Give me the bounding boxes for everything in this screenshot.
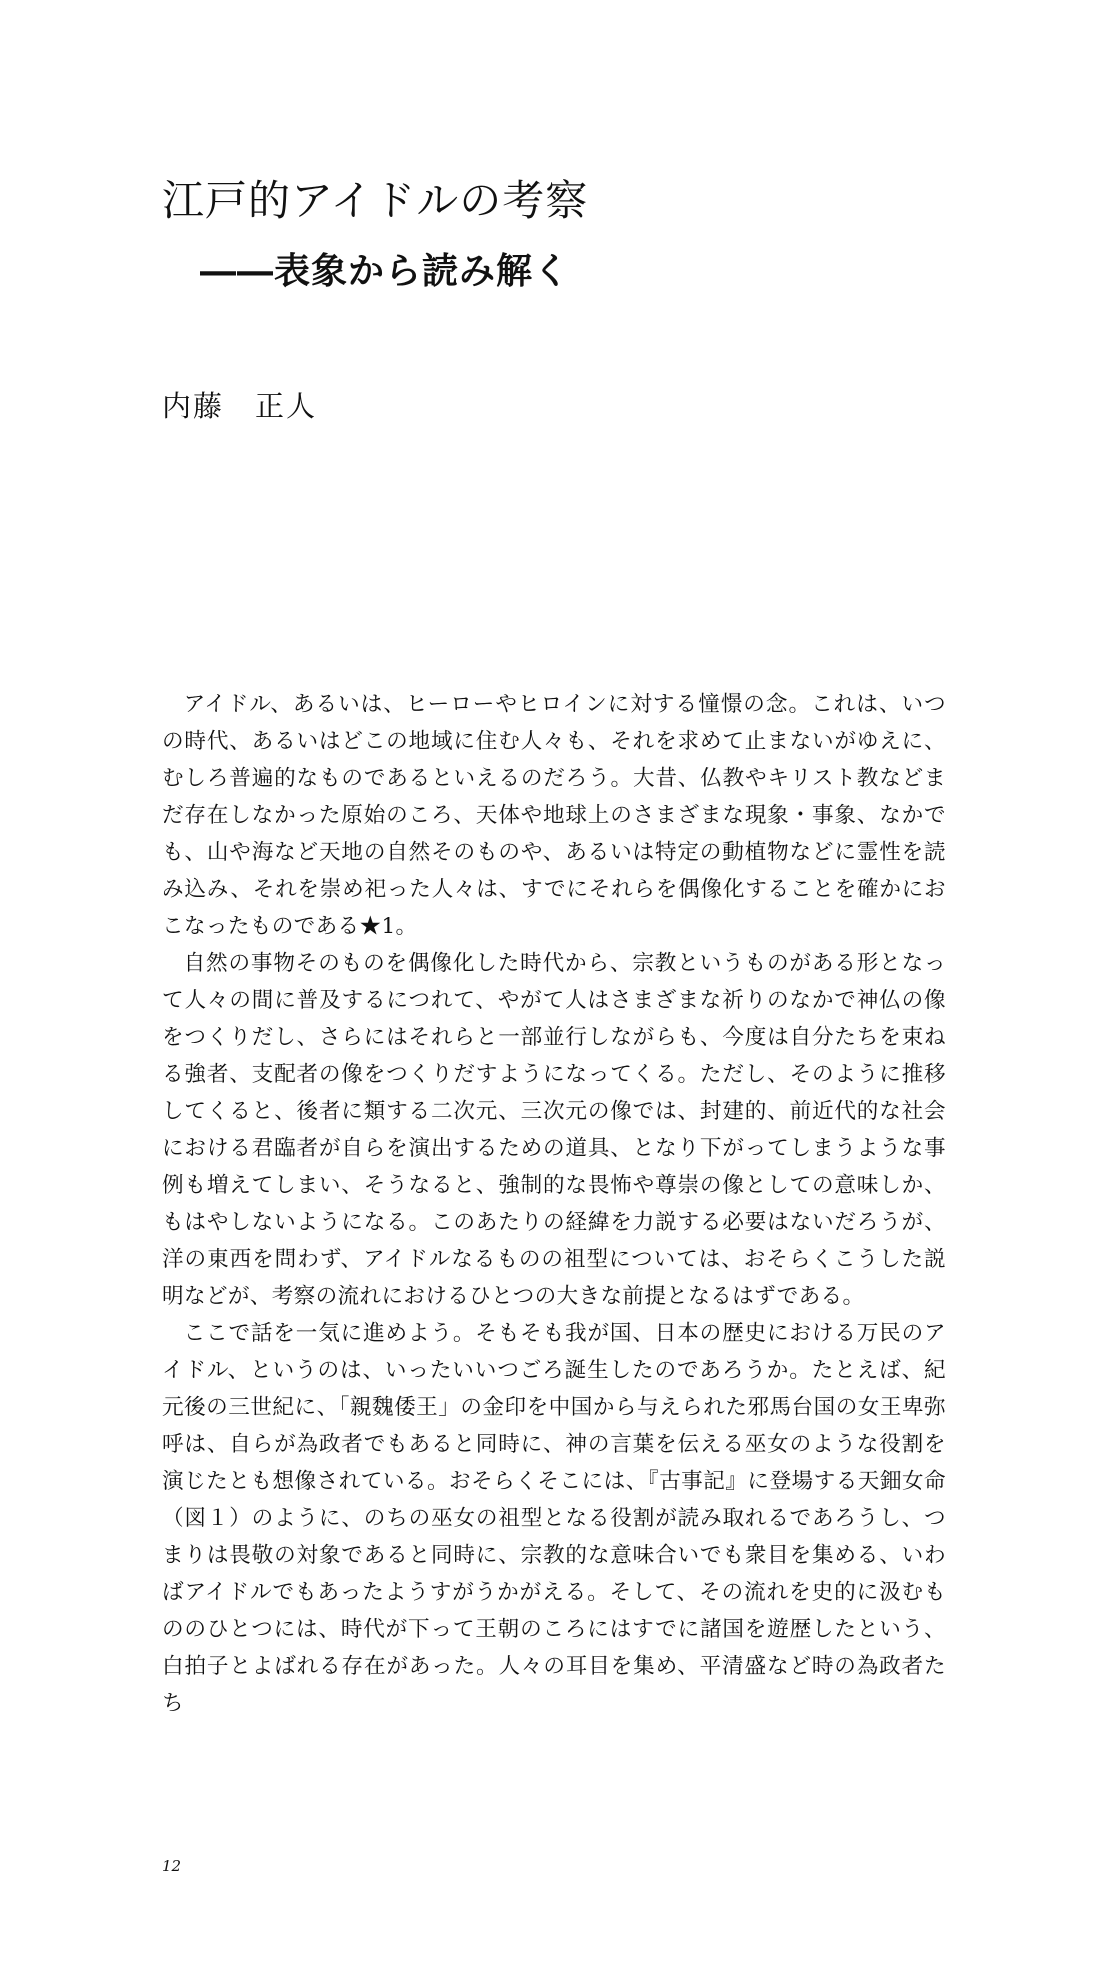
body-text [162,686,946,1722]
article-title: 江戸的アイドルの考察 [162,176,589,225]
page-number: 12 [162,1857,182,1875]
paragraph: アイドル、あるいは、ヒーローやヒロインに対する憧憬の念。これは、いつの時代、あるいはどこの地域に住む人々も、それを求めて止まないがゆえに、むしろ普遍的なものであるといえるのだろう。大昔、仏教やキリスト教などまだ存在しなかった原始のころ、天体や地球上のさまざまな現象・事象、なかでも、山や海など天地の自然そのものや、あるいは特定の動植物などに霊性を読み込み、それを崇め祀った人々は、すでにそれらを偶像化することを確かにおこなったものである★1。 [162,692,946,939]
article-subtitle: ――表象から読み解く [200,250,571,292]
author-name: 内藤 正人 [162,389,318,423]
paragraph: 自然の事物そのものを偶像化した時代から、宗教というものがある形となって人々の間に普及するにつれて、やがて人はさまざまな祈りのなかで神仏の像をつくりだし、さらにはそれらと一部並行しながらも、今度は自分たちを束ねる強者、支配者の像をつくりだすようになってくる。ただし、そのように推移してくると、後者に類する二次元、三次元の像では、封建的、前近代的な社会における君臨者が自らを演出するための道具、となり下がってしまうような事例も増えてしまい、そうなると、強制的な畏怖や尊崇の像としての意味しか、もはやしないようになる。このあたりの経緯を力説する必要はないだろうが、洋の東西を問わず、アイドルなるものの祖型については、おそらくこうした説明などが、考察の流れにおけるひとつの大きな前提となるはずである。 [162,951,946,1309]
paragraph: ここで話を一気に進めよう。そもそも我が国、日本の歴史における万民のアイドル、というのは、いったいいつごろ誕生したのであろうか。たとえば、紀元後の三世紀に、「親魏倭王」の金印を中国から与えられた邪馬台国の女王卑弥呼は、自らが為政者でもあると同時に、神の言葉を伝える巫女のような役割を演じたとも想像されている。おそらくそこには、『古事記』に登場する天鈿女命（図１）のように、のちの巫女の祖型となる役割が読み取れるであろうし、つまりは畏敬の対象であると同時に、宗教的な意味合いでも衆目を集める、いわばアイドルでもあったようすがうかがえる。そして、その流れを史的に汲むもののひとつには、時代が下って王朝のころにはすでに諸国を遊歴したという、白拍子とよばれる存在があった。人々の耳目を集め、平清盛など時の為政者たち [162,1321,946,1716]
